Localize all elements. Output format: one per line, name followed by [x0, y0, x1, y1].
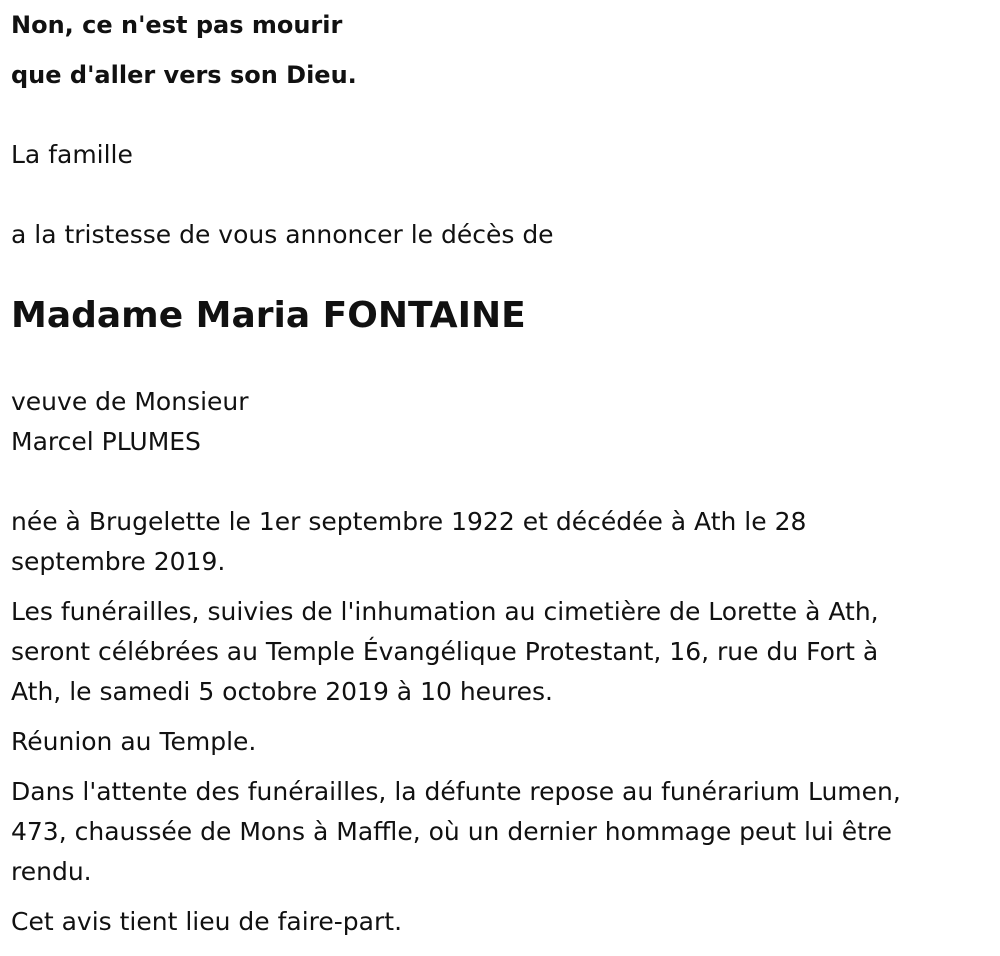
funeral-line-3: Ath, le samedi 5 octobre 2019 à 10 heures.: [11, 677, 553, 706]
verse-line-2: que d'aller vers son Dieu.: [11, 61, 357, 89]
rest-line-2: 473, chaussée de Mons à Maffle, où un dernier hommage peut lui être: [11, 817, 892, 846]
verse-line-1: Non, ce n'est pas mourir: [11, 11, 343, 39]
announcement-line: a la tristesse de vous annoncer le décès de: [11, 220, 554, 249]
reunion-line: Réunion au Temple.: [11, 727, 257, 756]
spouse-line-1: veuve de Monsieur: [11, 387, 249, 416]
closing-line: Cet avis tient lieu de faire-part.: [11, 907, 403, 936]
rest-line-1: Dans l'attente des funérailles, la défunte repose au funérarium Lumen,: [11, 777, 901, 806]
deceased-name: Madame Maria FONTAINE: [11, 295, 526, 336]
spouse-line-2: Marcel PLUMES: [11, 427, 201, 456]
family-line: La famille: [11, 140, 133, 169]
funeral-line-2: seront célébrées au Temple Évangélique Protestant, 16, rue du Fort à: [11, 637, 879, 666]
rest-line-3: rendu.: [11, 857, 92, 886]
birth-death-line-1: née à Brugelette le 1er septembre 1922 et décédée à Ath le 28: [11, 507, 807, 536]
birth-death-line-2: septembre 2019.: [11, 547, 226, 576]
funeral-line-1: Les funérailles, suivies de l'inhumation au cimetière de Lorette à Ath,: [11, 597, 879, 626]
